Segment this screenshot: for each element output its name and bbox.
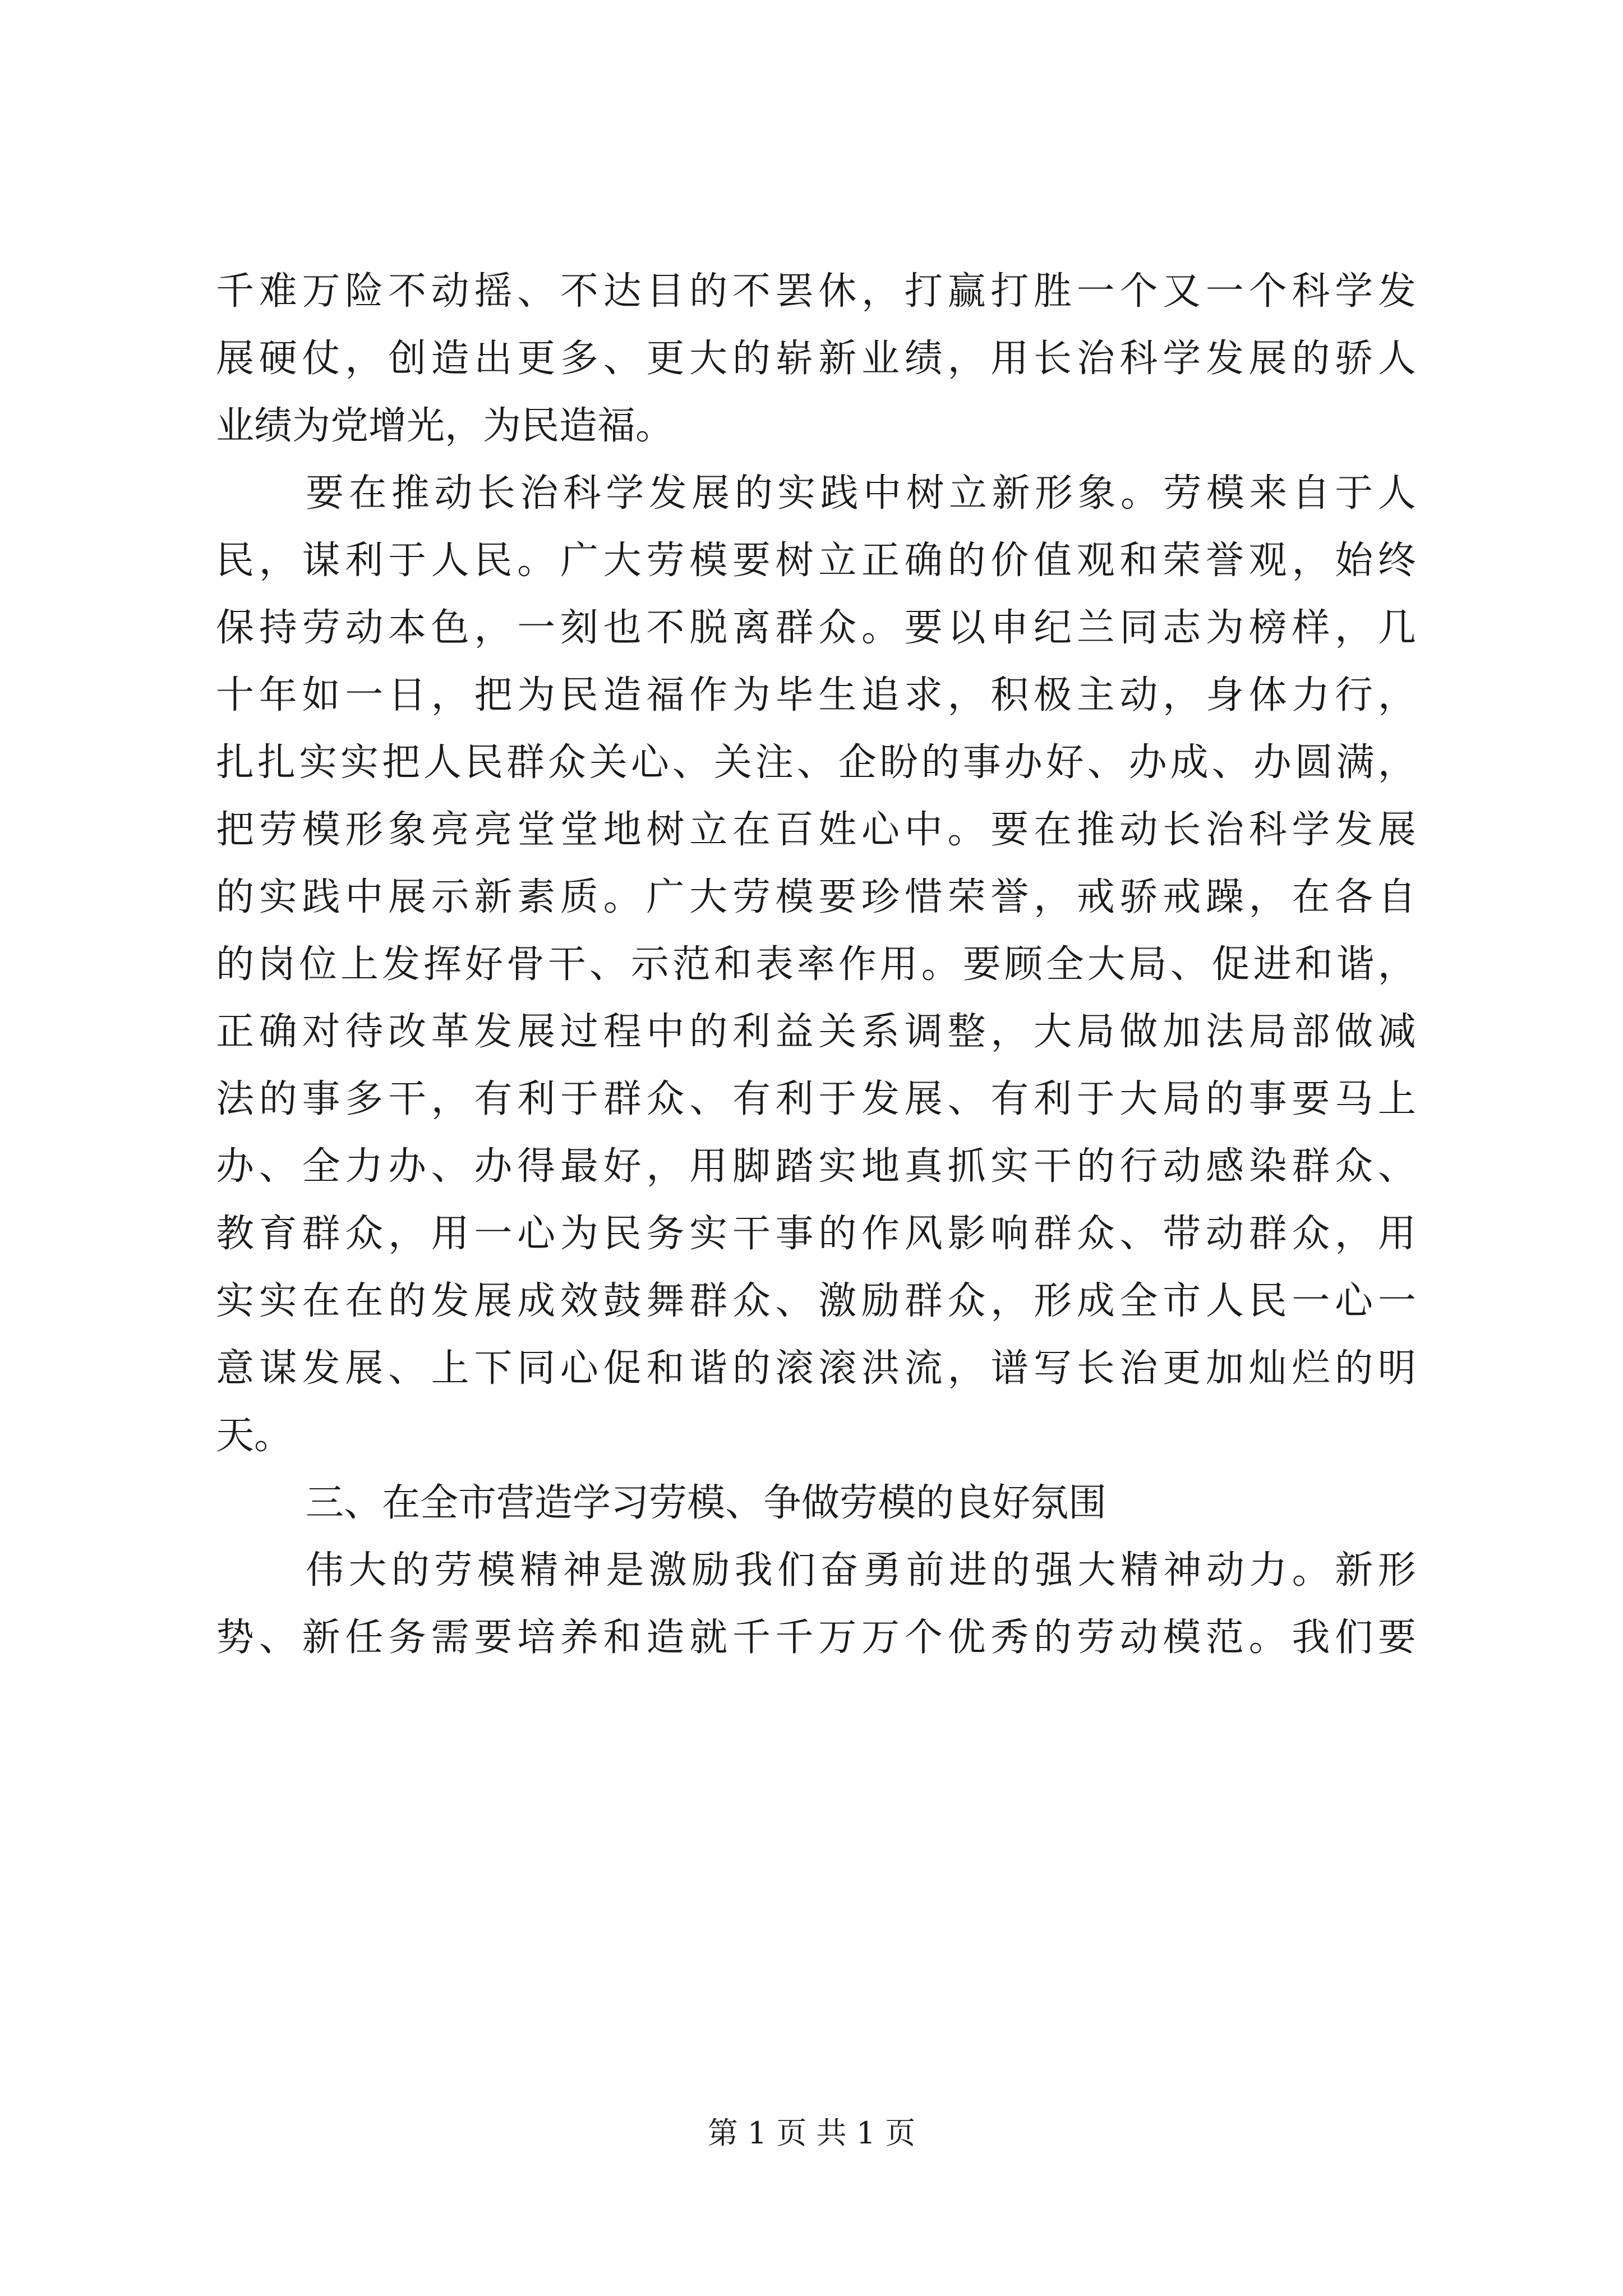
text-line: 实 实 在 在 的 发 展 成 效 鼓 舞 群 众 、 激 励 群 众 ， 形 成 全 市 人 民 一 心 一 <box>216 1279 1416 1323</box>
text-line: 的 实 践 中 展 示 新 素 质 。 广 大 劳 模 要 珍 惜 荣 誉 ， 戒 骄 戒 躁 ， 在 各 自 <box>216 875 1416 919</box>
text-line: 天。 <box>216 1414 293 1458</box>
text-line: 千 难 万 险 不 动 摇 、 不 达 目 的 不 罢 休 ， 打 赢 打 胜 一 个 又 一 个 科 学 发 <box>216 269 1416 314</box>
text-line: 把 劳 模 形 象 亮 亮 堂 堂 地 树 立 在 百 姓 心 中 。 要 在 推 动 长 治 科 学 发 展 <box>216 808 1416 852</box>
text-line: 教 育 群 众 ， 用 一 心 为 民 务 实 干 事 的 作 风 影 响 群 众 、 带 动 群 众 ， 用 <box>216 1212 1416 1256</box>
text-line: 业绩为党增光，为民造福。 <box>216 404 674 448</box>
text-line: 要 在 推 动 长 治 科 学 发 展 的 实 践 中 树 立 新 形 象 。 劳 模 来 自 于 人 <box>306 471 1416 516</box>
text-line: 意 谋 发 展 、 上 下 同 心 促 和 谐 的 滚 滚 洪 流 ， 谱 写 长 治 更 加 灿 烂 的 明 <box>216 1346 1416 1391</box>
text-line: 势 、 新 任 务 需 要 培 养 和 造 就 千 千 万 万 个 优 秀 的 劳 动 模 范 。 我 们 要 <box>216 1616 1416 1660</box>
page-footer: 第 1 页 共 1 页 <box>707 2115 916 2151</box>
document-body <box>216 258 1416 1672</box>
text-line: 十 年 如 一 日 ， 把 为 民 造 福 作 为 毕 生 追 求 ， 积 极 主 动 ， 身 体 力 行 ， <box>216 673 1416 717</box>
text-line: 扎 扎 实 实 把 人 民 群 众 关 心 、 关 注 、 企 盼 的 事 办 好 、 办 成 、 办 圆 满 ， <box>216 740 1416 785</box>
text-line: 的 岗 位 上 发 挥 好 骨 干 、 示 范 和 表 率 作 用 。 要 顾 全 大 局 、 促 进 和 谐 ， <box>216 942 1416 987</box>
text-line: 法 的 事 多 干 ， 有 利 于 群 众 、 有 利 于 发 展 、 有 利 于 大 局 的 事 要 马 上 <box>216 1077 1416 1121</box>
text-line: 正 确 对 待 改 革 发 展 过 程 中 的 利 益 关 系 调 整 ， 大 局 做 加 法 局 部 做 减 <box>216 1010 1416 1054</box>
text-line: 保 持 劳 动 本 色 ， 一 刻 也 不 脱 离 群 众 。 要 以 申 纪 兰 同 志 为 榜 样 ， 几 <box>216 606 1416 650</box>
text-line: 伟 大 的 劳 模 精 神 是 激 励 我 们 奋 勇 前 进 的 强 大 精 神 动 力 。 新 形 <box>306 1548 1416 1593</box>
text-line: 办 、 全 力 办 、 办 得 最 好 ， 用 脚 踏 实 地 真 抓 实 干 的 行 动 感 染 群 众 、 <box>216 1144 1416 1189</box>
text-line: 民 ， 谋 利 于 人 民 。 广 大 劳 模 要 树 立 正 确 的 价 值 观 和 荣 誉 观 ， 始 终 <box>216 539 1416 583</box>
text-line: 三、在全市营造学习劳模、争做劳模的良好氛围 <box>306 1481 1107 1525</box>
text-line: 展 硬 仗 ， 创 造 出 更 多 、 更 大 的 崭 新 业 绩 ， 用 长 治 科 学 发 展 的 骄 人 <box>216 337 1416 381</box>
